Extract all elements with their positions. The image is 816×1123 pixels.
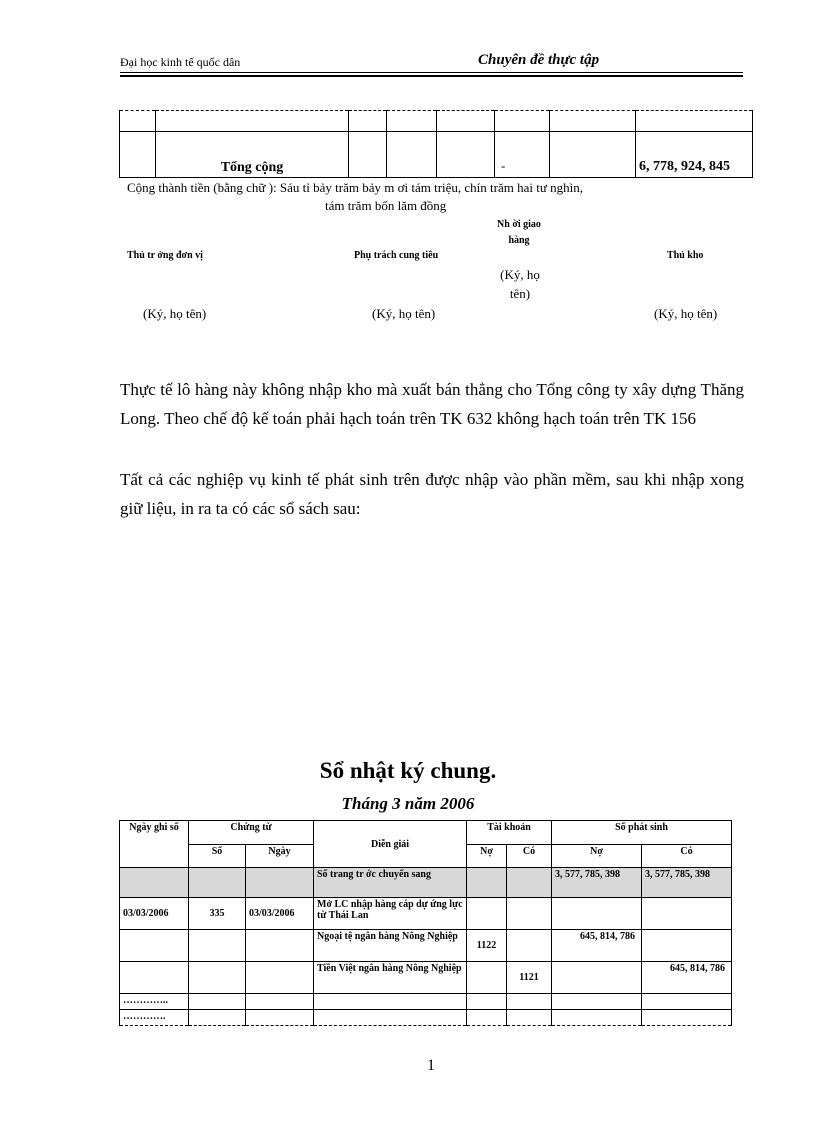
cell-acc-credit xyxy=(507,868,552,898)
header-report-title: Chuyên đề thực tập xyxy=(478,52,600,68)
col-description-header: Diễn giải xyxy=(314,821,467,868)
table-row xyxy=(120,111,753,132)
cell-amt-debit: 645, 814, 786 xyxy=(552,930,642,962)
cell-acc-debit xyxy=(467,898,507,930)
signature-sign-storekeeper: (Ký, họ tên) xyxy=(654,306,718,321)
receipt-table-fragment xyxy=(119,110,753,178)
cell-acc-debit: 1122 xyxy=(467,930,507,962)
col-voucher-date-header: Ngày xyxy=(246,844,314,868)
cell-amt-credit xyxy=(642,930,732,962)
cell-vdate xyxy=(246,962,314,994)
table-row xyxy=(120,868,732,898)
cell-dots: ………….. xyxy=(120,994,189,1010)
cell-date: 03/03/2006 xyxy=(120,898,189,930)
table-row-total xyxy=(120,132,753,178)
amount-in-words-line1: Cộng thành tiền (bằng chữ ): Sáu tỉ bảy trăm bảy m ơi tám triệu, chín trăm hai tư nghìn, xyxy=(127,180,584,195)
cell-amt-debit: 3, 577, 785, 398 xyxy=(552,868,642,898)
header-rule-thin xyxy=(120,72,743,73)
table-row xyxy=(120,962,732,994)
total-label: Tổng cộng xyxy=(156,132,349,178)
cell-date xyxy=(120,930,189,962)
total-amount: 6, 778, 924, 845 xyxy=(636,132,753,178)
cell-acc-credit xyxy=(507,930,552,962)
cell-no: 335 xyxy=(189,898,246,930)
cell-no xyxy=(189,962,246,994)
header-row-1 xyxy=(120,821,732,845)
paragraph-2: Tất cả các nghiệp vụ kinh tế phát sinh trên được nhập vào phần mềm, sau khi nhập xong giữ liệu, in ra ta có các sổ sách sau: xyxy=(120,470,744,518)
col-voucher-no-header: Số xyxy=(189,844,246,868)
col-amount-header: Số phát sinh xyxy=(552,821,732,845)
cell-acc-debit xyxy=(467,962,507,994)
cell-no xyxy=(189,868,246,898)
cell-date xyxy=(120,962,189,994)
cell-amt-debit xyxy=(552,962,642,994)
cell-desc: Ngoại tệ ngân hàng Nông Nghiệp xyxy=(314,930,467,962)
cell-dots: …………. xyxy=(120,1010,189,1026)
col-acc-credit-header: Có xyxy=(507,844,552,868)
col-amt-debit-header: Nợ xyxy=(552,844,642,868)
cell-acc-credit xyxy=(507,898,552,930)
signature-title-head: Thủ tr ởng đơn vị xyxy=(127,250,203,261)
signature-title-supply: Phụ trách cung tiêu xyxy=(354,250,439,261)
header-school: Đại học kinh tế quốc dân xyxy=(120,55,241,69)
table-row xyxy=(120,898,732,930)
col-acc-debit-header: Nợ xyxy=(467,844,507,868)
total-dash: - xyxy=(495,132,550,178)
cell-vdate: 03/03/2006 xyxy=(246,898,314,930)
cell-no xyxy=(189,930,246,962)
table-row xyxy=(120,930,732,962)
signature-title-storekeeper: Thủ kho xyxy=(667,250,704,261)
cell-acc-credit: 1121 xyxy=(507,962,552,994)
cell-desc: Tiền Việt ngân hàng Nông Nghiệp xyxy=(314,962,467,994)
general-journal-table xyxy=(119,820,732,1026)
cell-amt-credit xyxy=(642,898,732,930)
cell-vdate xyxy=(246,930,314,962)
col-date-header: Ngày ghi sổ xyxy=(120,821,189,868)
cell-acc-debit xyxy=(467,868,507,898)
cell-desc: Mở LC nhập hàng cáp dự ứng lực từ Thái Lan xyxy=(314,898,467,930)
signature-sign-deliverer: (Ký, họ tên) xyxy=(500,267,540,301)
journal-subtitle: Tháng 3 năm 2006 xyxy=(341,794,475,813)
col-amt-credit-header: Có xyxy=(642,844,732,868)
header-rule-thick xyxy=(120,75,743,77)
cell-amt-credit: 3, 577, 785, 398 xyxy=(642,868,732,898)
signature-title-deliverer: Nh ời giao hàng xyxy=(497,219,541,246)
col-account-header: Tài khoản xyxy=(467,821,552,845)
signature-sign-head: (Ký, họ tên) xyxy=(143,306,207,321)
journal-title: Sổ nhật ký chung. xyxy=(319,758,497,783)
paragraph-1: Thực tế lô hàng này không nhập kho mà xuất bán thẳng cho Tổng công ty xây dựng Thăng Long. Theo chế độ kế toán phải hạch toán trên TK 632 không hạch toán trên TK 156 xyxy=(120,380,744,428)
signature-sign-supply: (Ký, họ tên) xyxy=(372,306,436,321)
cell-vdate xyxy=(246,868,314,898)
table-row-dots xyxy=(120,1010,732,1026)
cell-desc: Số trang tr ớc chuyển sang xyxy=(314,868,467,898)
amount-in-words-line2: tám trăm bốn lăm đồng xyxy=(325,198,447,213)
cell-amt-debit xyxy=(552,898,642,930)
cell-amt-credit: 645, 814, 786 xyxy=(642,962,732,994)
col-voucher-header: Chứng từ xyxy=(189,821,314,845)
table-row-dots xyxy=(120,994,732,1010)
cell-date xyxy=(120,868,189,898)
page-number: 1 xyxy=(427,1057,435,1074)
